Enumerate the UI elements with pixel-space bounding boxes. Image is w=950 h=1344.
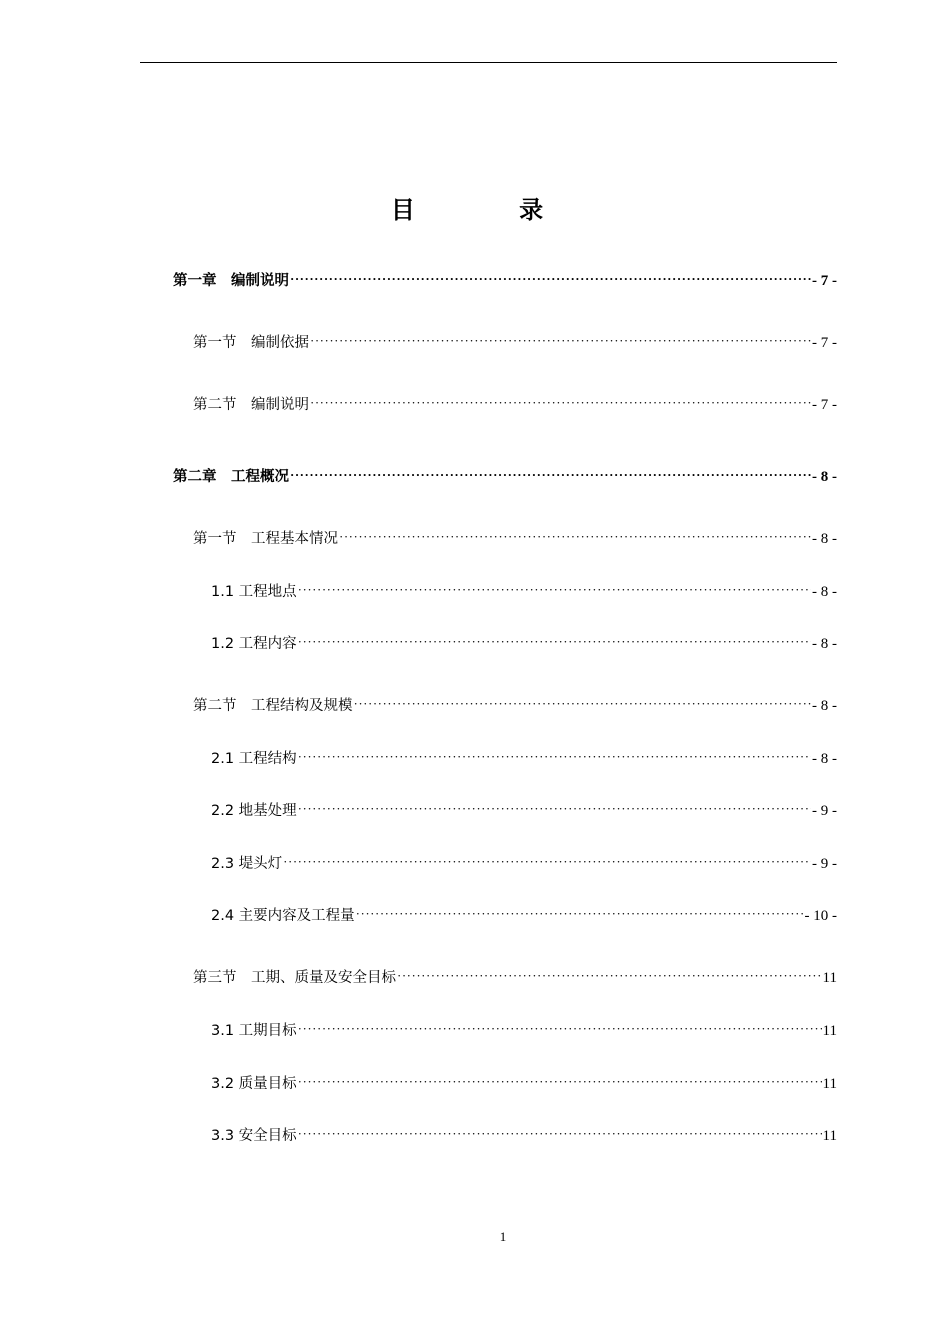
toc-dot-leader xyxy=(298,580,811,600)
toc-entry-label: 第二节 工程结构及规模 xyxy=(193,698,353,714)
toc-entry-page: 11 xyxy=(822,970,837,986)
toc-entry-section-1-2[interactable] xyxy=(193,395,837,415)
toc-entry-section-1-1[interactable] xyxy=(193,333,837,353)
toc-entry-subsection-1-1[interactable] xyxy=(211,582,837,602)
toc-entry-subsection-3-1[interactable] xyxy=(211,1021,837,1041)
toc-entry-label: 第一节 编制依据 xyxy=(193,335,309,351)
toc-entry-label: 3.3 安全目标 xyxy=(211,1128,297,1144)
toc-dot-leader xyxy=(298,1019,822,1039)
toc-entry-chapter-1[interactable] xyxy=(173,271,837,291)
toc-dot-leader xyxy=(298,632,811,652)
toc-entry-chapter-2[interactable] xyxy=(173,467,837,487)
toc-dot-leader xyxy=(298,799,811,819)
toc-dot-leader xyxy=(298,1072,822,1092)
toc-entry-page: 11 xyxy=(822,1076,837,1092)
toc-title: 目 录 xyxy=(390,195,592,224)
toc-entry-label: 3.2 质量目标 xyxy=(211,1076,297,1092)
toc-entry-subsection-2-2[interactable] xyxy=(211,801,837,821)
toc-entry-subsection-3-2[interactable] xyxy=(211,1074,837,1094)
toc-entry-subsection-2-1[interactable] xyxy=(211,749,837,769)
toc-entry-page: - 10 - xyxy=(804,908,837,924)
toc-entry-label: 2.4 主要内容及工程量 xyxy=(211,908,355,924)
toc-entry-subsection-1-2[interactable] xyxy=(211,634,837,654)
toc-entry-page: - 7 - xyxy=(812,397,837,413)
toc-dot-leader xyxy=(354,694,812,714)
page-number: 1 xyxy=(499,1229,507,1244)
toc-entry-label: 3.1 工期目标 xyxy=(211,1023,297,1039)
toc-entry-label: 第三节 工期、质量及安全目标 xyxy=(193,970,396,986)
toc-entry-page: - 9 - xyxy=(812,856,837,872)
toc-entry-label: 第二节 编制说明 xyxy=(193,397,309,413)
toc-dot-leader xyxy=(283,852,811,872)
toc-entry-section-2-1[interactable] xyxy=(193,529,837,549)
toc-entry-page: - 8 - xyxy=(812,584,837,600)
toc-entry-subsection-2-4[interactable] xyxy=(211,906,837,926)
toc-dot-leader xyxy=(298,1124,822,1144)
toc-entry-page: - 8 - xyxy=(812,636,837,652)
toc-dot-leader xyxy=(339,527,811,547)
toc-entry-subsection-3-3[interactable] xyxy=(211,1126,837,1146)
toc-dot-leader xyxy=(310,393,811,413)
toc-entry-label: 2.2 地基处理 xyxy=(211,803,297,819)
toc-entry-label: 第一节 工程基本情况 xyxy=(193,531,338,547)
toc-entry-label: 第一章 编制说明 xyxy=(173,273,289,289)
toc-entry-page: - 8 - xyxy=(812,698,837,714)
toc-entry-label: 第二章 工程概况 xyxy=(173,469,289,485)
toc-entry-page: - 7 - xyxy=(812,335,837,351)
toc-entry-section-2-2[interactable] xyxy=(193,696,837,716)
toc-dot-leader xyxy=(290,465,811,485)
toc-dot-leader xyxy=(356,904,804,924)
toc-dot-leader xyxy=(298,747,811,767)
toc-dot-leader xyxy=(397,966,822,986)
toc-entry-label: 2.1 工程结构 xyxy=(211,751,297,767)
toc-entry-page: - 7 - xyxy=(812,273,837,289)
toc-entry-page: - 8 - xyxy=(812,531,837,547)
toc-dot-leader xyxy=(290,269,811,289)
toc-entry-label: 1.1 工程地点 xyxy=(211,584,297,600)
toc-entry-page: 11 xyxy=(822,1023,837,1039)
header-rule xyxy=(140,62,837,63)
toc-entry-page: - 8 - xyxy=(812,751,837,767)
toc-dot-leader xyxy=(310,331,811,351)
toc-entry-label: 2.3 堤头灯 xyxy=(211,856,283,872)
toc-entry-section-2-3[interactable] xyxy=(193,968,837,988)
toc-entry-page: 11 xyxy=(822,1128,837,1144)
toc-entry-page: - 8 - xyxy=(812,469,837,485)
toc-entry-label: 1.2 工程内容 xyxy=(211,636,297,652)
toc-entry-page: - 9 - xyxy=(812,803,837,819)
toc-entry-subsection-2-3[interactable] xyxy=(211,854,837,874)
